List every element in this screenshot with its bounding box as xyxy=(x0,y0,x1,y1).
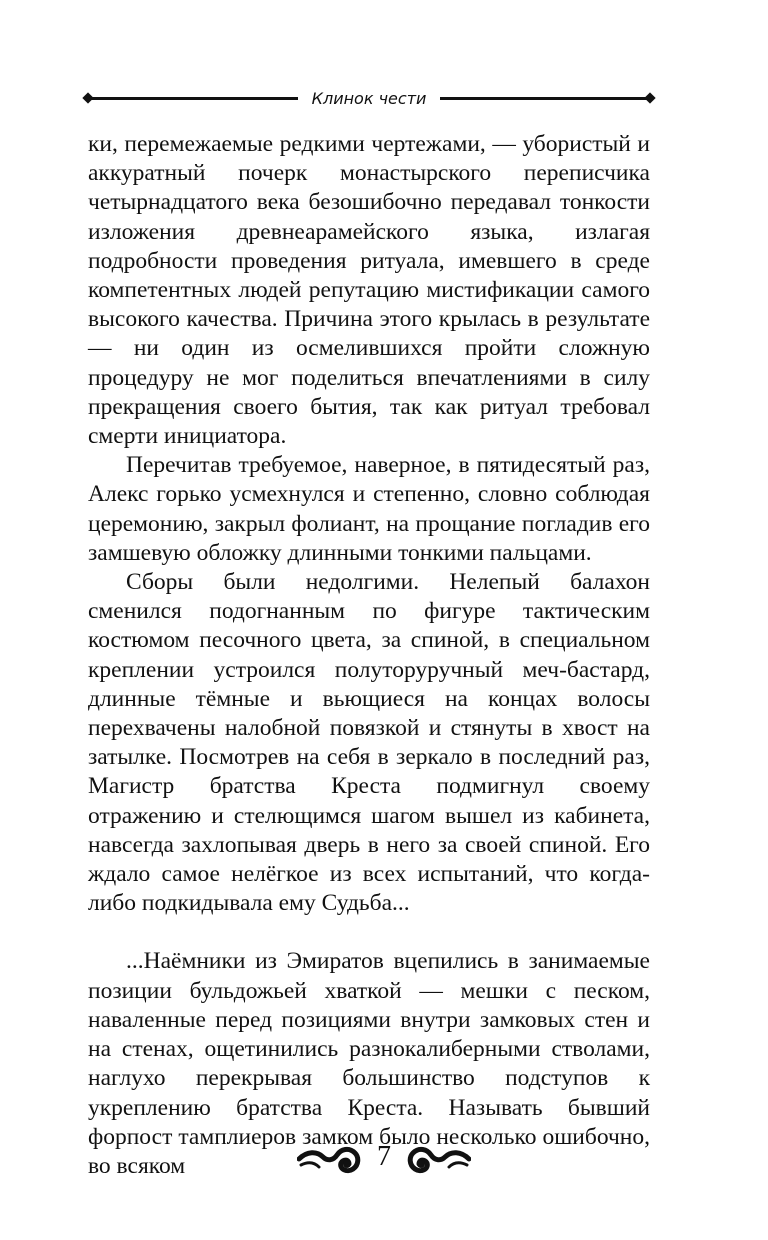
paragraph-2: Перечитав требуемое, наверное, в пятидесятый раз, Алекс горько усмехнулся и степенно, словно соблюдая церемонию, закрыл фолиант, на прощание погладив его замшевую обложку длинными тонкими пальцами. xyxy=(88,452,650,566)
running-header xyxy=(86,84,652,112)
paragraph-4: ...Наёмники из Эмиратов вцепились в занимаемые позиции бульдожьей хваткой — мешки с песком, наваленные перед позициями внутри замковых стен и на стенах, ощетинились разнокалиберными стволами, наглухо перекрывая большинство подступов к укреплению братства Креста. Называть бывший форпост тамплиеров замком было несколько ошибочно, во всяком xyxy=(88,948,650,1179)
running-title: Клинок чести xyxy=(311,88,427,108)
page-footer xyxy=(0,1132,768,1182)
left-scroll-ornament-icon xyxy=(297,1137,363,1177)
page-number: 7 xyxy=(377,1141,391,1172)
paragraph-1: ки, перемежаемые редкими чертежами, — убористый и аккуратный почерк монастырского переписчика четырнадцатого века безошибочно передавал тонкости изложения древнеарамейского языка, излагая подробности проведения ритуала, имевшего в среде компетентных людей репутацию мистификации самого высокого качества. Причина этого крылась в результате — ни один из осмелившихся пройти сложную процедуру не мог поделиться впечатлениями в силу прекращения своего бытия, так как ритуал требовал смерти инициатора. xyxy=(88,131,650,450)
header-rule-left xyxy=(86,97,298,100)
body-text xyxy=(88,130,650,1181)
paragraph-3: Сборы были недолгими. Нелепый балахон сменился подогнанным по фигуре тактическим костюмом песочного цвета, за спиной, в специальном креплении устроился полуторуручный меч-бастард, длинные тёмные и вьющиеся на концах волосы перехвачены налобной повязкой и стянуты в хвост на затылке. Посмотрев на себя в зеркало в последний раз, Магистр братства Креста подмигнул своему отражению и стелющимся шагом вышел из кабинета, навсегда захлопывая дверь в него за своей спиной. Его ждало самое нелёгкое из всех испытаний, что когда-либо подкидывала ему Судьба... xyxy=(88,569,650,917)
header-rule-right xyxy=(440,97,652,100)
right-scroll-ornament-icon xyxy=(405,1137,471,1177)
